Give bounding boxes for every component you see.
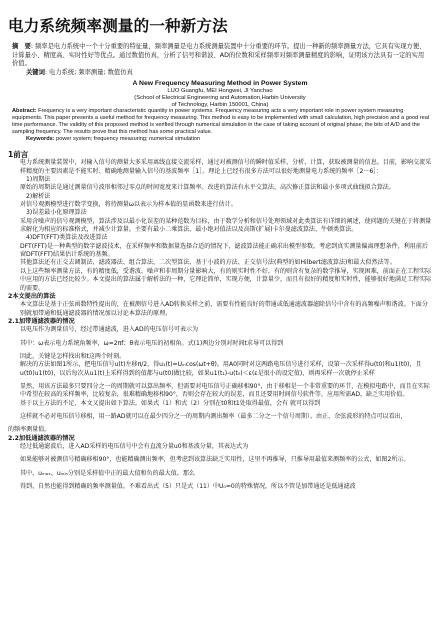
paragraph: 经过低通滤波后，进入AD采样的电压信号中会有直流分量u0和基波分量，其表达式为: [20, 443, 249, 450]
paragraph: 其他算法还有正交去调制法、滤波器法、组合算法、二次型算法，基于小波的方法、正交信号法(典型的如Hilbert滤波算法)和最大似然法等。: [20, 259, 396, 267]
paragraph: 电力系统测量装置中，对输入信号的测量大多采用离线直接交流采样，通过对被测信号的瞬时值采样、分析、计算，获取被测量的信息。目前，影响交流采样精度的主要因素是不能实时、精确地测量输入信号的基波频率［1］。理论上已经有很多方法可以很好地测量电力系统的频率［2－6］：: [20, 159, 432, 175]
english-keywords-text: power system; frequency measuring; numerical simulation: [54, 136, 201, 143]
list-item-heading: 4)DFT(FFT)类算法及改进算法: [26, 234, 108, 242]
paragraph: 采用含噪声的信号观测模型，算法涉及以最小化误差的某种范数为目标，由于数学分析和信号处理领域对此类算法有详细的阐述，使问题的关键在于将测量求解化为相应的标准格式，并减少计算量。主要有最小二乘算法、最小绝对值法以及高斯(扩展)卡尔曼滤波算法、牛顿类算法。: [20, 217, 432, 234]
english-authors: LUO Guangfu, MEI Hongwei, JI Yanchao: [167, 88, 273, 94]
paper-body: [8, 148, 432, 491]
paragraph: 以电压作为测量信号，经过带通滤波，进入AD的电压信号可表示为: [20, 326, 199, 334]
paragraph: 基于以上方法的不足，本文又提出如下算法。如果式（1）和式（2）分别在t0和t1处取得最值，会有 就可以得到: [20, 399, 321, 407]
english-title: A New Frequency Measuring Method in Power System: [132, 80, 308, 87]
paragraph: 得到，自然也能得到精确的频率测量值。不难看出式（5）只是式（11）中U₀=0的特殊情况，所以不管是加带通还是低通滤波: [20, 483, 356, 491]
paper-title: 电力系统频率测量的一种新方法: [8, 17, 228, 35]
list-item-heading: 2)解析法: [26, 192, 51, 200]
paragraph: 以上这些频率测量方法，有的精度低，受谐波、噪声和非周期分量影响大，有的则实时性不好，有的则含有复杂的数学推导，实现困难，前面正在工程实际中应用的方法已经比较少。本文提出的算法属于解析法的一种，它理论简单，实现方便，计算量少，而且有很好的精度和实时性，能够很好地满足工程实际的需要。: [20, 267, 432, 292]
subsection-heading-lowpass: 2.2加低通滤波器的情况: [8, 434, 75, 442]
english-affiliation-line-1: (School of Electrical Engineering and Automation,Harbin University: [134, 95, 306, 101]
paragraph: 本文算法是基于正弦函数特性提出的，在被测信号进入AD转换采样之前，需要有性能良好的带通或低通滤波器滤除信号中含有的高频噪声和谐波。下面分别就加带通和低通滤波器的情况加以讨论本算法的原理。: [20, 301, 428, 317]
subsection-heading-bandpass: 2.1加带通滤波器的情况: [8, 317, 75, 325]
keywords-label: 关键词: [26, 68, 45, 76]
english-abstract-paragraph: [12, 108, 430, 136]
english-keywords-label: Keywords:: [26, 136, 55, 143]
paragraph: DFT(FFT)是一种典型的数字滤波技术，在采样频率和数据量选择合适的情况下，滤波算法能正确求出模型参数。考虑到真实测量偏离理想条件，利用前后窗DFT(FFT)结果估计系统的基频。: [20, 242, 428, 259]
abstract-text: : 频率是电力系统中一个十分重要的特征量，频率测量是电力系统测量装置中十分重要的环节。提出一种新的频率测量方法，它具有实现方便、计算量小、精度高、实时性好等优点。通过数值仿真，分析了信号和谐波、AD的位数和采样频率对频率测量精度的影响，证明该方法具有一定的实用价值。: [12, 43, 426, 68]
english-abstract-text: Frequency is a very important characteristic quantity in power systems. Frequency measuring acts a very important role in power system measuring equipments. This paper presents a useful method for frequency measuring. This method is easy to be implemented with small calculation, high precision and a good real time performance. The validity of this proposed method is verified through numerical simulation in the case of taking account of original phase, the bits of A/D and the sampling frequency. The results prove that this method has some practical value.: [12, 108, 430, 136]
paragraph: 这样就不必对电压信号移相，用一路AD就可以在最少四分之一的周期内测出频率（最多二分之一个信号周期）。由正、余弦波形的特点可以看出，: [20, 412, 407, 420]
chinese-keywords: [12, 69, 430, 78]
list-item-heading: 1)周期法: [26, 176, 51, 184]
keywords-text: : 电力系统; 频率测量; 数值仿真: [44, 68, 133, 76]
section-heading-algorithm: 2本文提出的算法: [8, 292, 56, 300]
paragraph: 对信号观测模型进行数学变换，将待测量ω以表示为样本值的显函数来进行估计。: [20, 201, 237, 209]
english-abstract: [12, 108, 430, 143]
chinese-abstract-paragraph: [12, 43, 430, 69]
list-item-heading: 3)误差最小化原理算法: [26, 209, 87, 217]
paragraph: 因此，关键是怎样找出和t这两个时刻。: [20, 352, 126, 360]
english-authors-block: [0, 88, 440, 109]
paragraph: 如果能够对被测信号精确移相90°，也能精确测出频率，但考虑到该算法缺乏实用性，这里不再推导，只推导用最值来测频率的公式，如图2所示。: [20, 456, 410, 464]
paragraph: 其中：ω表示电力系统角频率，ω=2πf；θ表示电压的初相角。式(1)两边分别对时间t求导可以得到: [20, 339, 284, 347]
paragraph: 原始的周期法是通过测量信号波形相邻过零点的时间宽度来计算频率。改进的算法有水平交算法、高次修正算法和最小多项式曲线拟合算法。: [20, 184, 395, 192]
paragraph: 其中，uₘₐₓ、uₘᵢₙ分别是采样值中正的最大值和负的最大值。那么: [20, 469, 195, 477]
english-abstract-label: Abstract:: [12, 108, 37, 114]
english-affiliation-line-2: of Technology, Harbin 150001, China): [171, 102, 269, 108]
paragraph: 显然，用该方法最多只要四分之一的周期就可以算出频率，但需要对电压信号正确移相90°，由于移相是一个非常重要的环节，在模拟电路中，而且在实际中希望在较高的采样频率，比较复杂，很难精确地移相90°，否则会存在较大的误差，而且还要用时间信号软件等，应用所需AD，缺乏实用价值。: [20, 382, 430, 399]
section-heading-intro: 1前言: [8, 150, 29, 159]
paragraph: 解决的方法如图1所示，把电压信号u(t)左移π/2，得u₁(t)=Uₘcos(ωt+θ)。用A0同时对这两路电压信号进行采样，设第一次采样得u(t0)和u1(t0)，且u(t0)u1(t0)，以后每次从u1(t)上采样得到的值都与u(t0)做比较，如果u1(t₁)-u(t₀)＜ε(ε是很小的设定值)，则再采样一次就停止采样: [20, 361, 422, 377]
paragraph: 的频率测量值。: [8, 426, 51, 434]
english-keywords: [12, 136, 430, 143]
chinese-abstract: [12, 43, 430, 77]
abstract-label: 摘 要: [12, 43, 31, 50]
